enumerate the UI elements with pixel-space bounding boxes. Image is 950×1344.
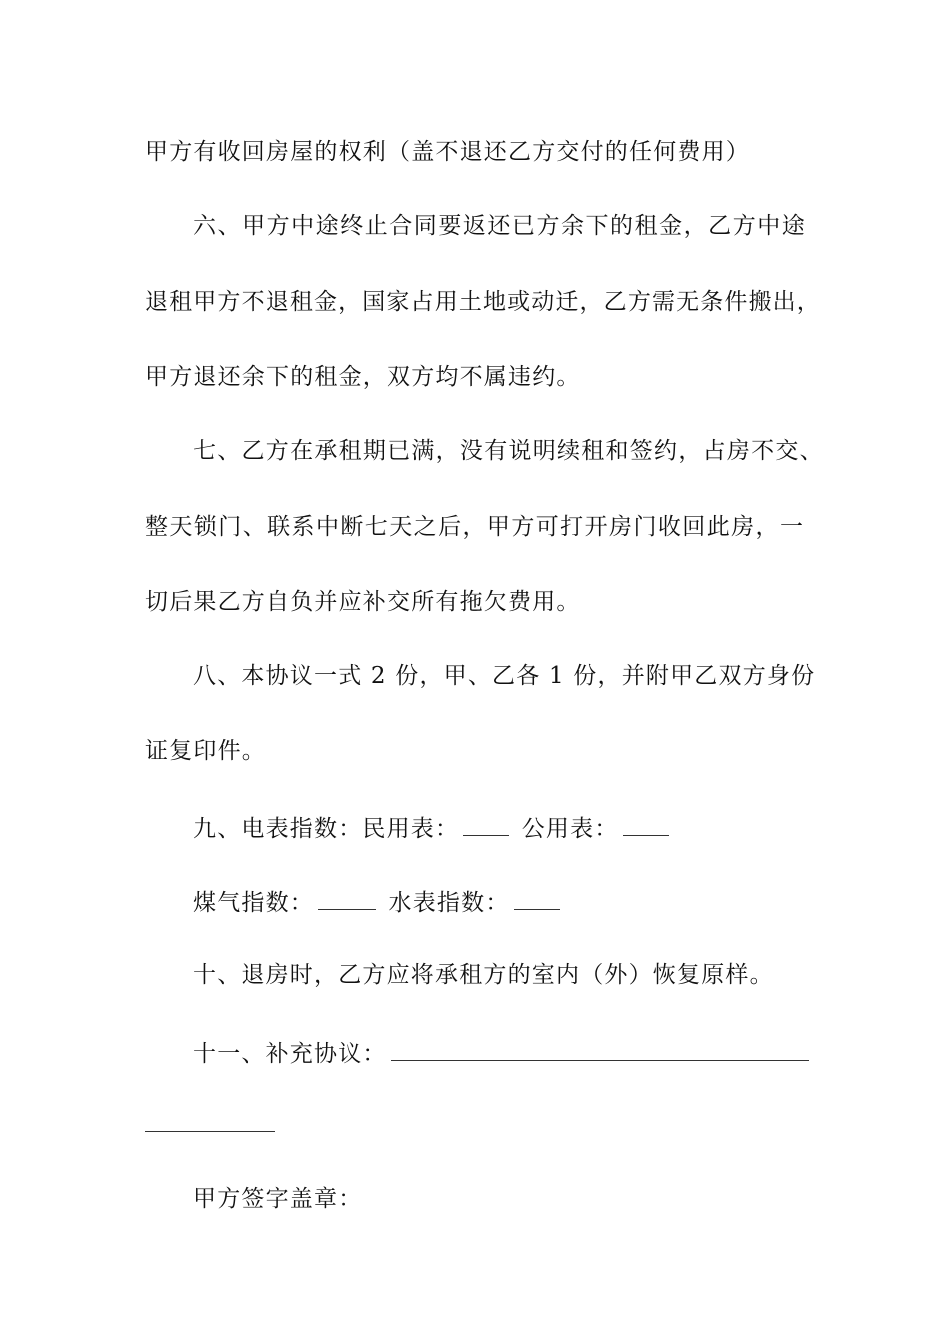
character: ， <box>796 289 820 315</box>
text-line-1: 甲方有收回房屋的权利（盖不退还乙方交付的任何费用） <box>145 139 750 165</box>
public-meter-blank <box>623 811 669 836</box>
character: 没 <box>459 438 483 464</box>
character: 金 <box>659 213 683 239</box>
character: 迁 <box>555 289 579 315</box>
character: 地 <box>482 289 506 315</box>
character: 整 <box>145 514 168 540</box>
clause-nine-electric-meters <box>193 811 673 844</box>
character: ， <box>462 514 486 540</box>
public-meter-label: 公用表： <box>521 816 619 842</box>
character: 约 <box>654 438 678 464</box>
character: 已 <box>387 438 411 464</box>
character: ， <box>755 514 779 540</box>
character: 、 <box>242 514 266 540</box>
character: 此 <box>706 514 730 540</box>
character: 明 <box>532 438 556 464</box>
character: 方 <box>217 289 241 315</box>
clause-six-line-2 <box>145 287 820 317</box>
character: 甲 <box>242 213 266 239</box>
character: 同 <box>413 213 437 239</box>
character: 条 <box>700 289 724 315</box>
character: 金 <box>313 289 337 315</box>
character: 在 <box>290 438 314 464</box>
character: 甲 <box>193 289 217 315</box>
character: 返 <box>462 213 486 239</box>
character: 、 <box>799 438 823 464</box>
character: 中 <box>291 213 315 239</box>
character: 方 <box>266 213 290 239</box>
character: 、 <box>217 438 241 464</box>
clause-seven-line-1 <box>193 436 823 466</box>
character: 承 <box>314 438 338 464</box>
character: 无 <box>676 289 700 315</box>
character: 土 <box>458 289 482 315</box>
character: 的 <box>610 213 634 239</box>
character: ， <box>435 438 459 464</box>
character: 天 <box>389 514 413 540</box>
clause-seven-line-3: 切后果乙方自负并应补交所有拖欠费用。 <box>145 589 581 615</box>
character: 要 <box>438 213 462 239</box>
clause-six-line-1 <box>193 211 805 241</box>
character: 租 <box>338 438 362 464</box>
character: 七 <box>193 438 216 464</box>
character: 不 <box>751 438 775 464</box>
character: 还 <box>487 213 511 239</box>
character: 乙 <box>603 289 627 315</box>
character: 、 <box>217 213 241 239</box>
character: 家 <box>386 289 410 315</box>
clause-eleven <box>193 1036 809 1069</box>
character: 开 <box>584 514 608 540</box>
character: 有 <box>484 438 508 464</box>
character: 途 <box>315 213 339 239</box>
character: 满 <box>411 438 435 464</box>
character: 房 <box>609 514 633 540</box>
character: 占 <box>410 289 434 315</box>
clause-six-line-3: 甲方退还余下的租金，双方均不属违约。 <box>145 364 581 390</box>
character: ， <box>683 213 707 239</box>
gas-meter-label: 煤气指数： <box>193 890 314 916</box>
clause-eight-line-1: 八、本协议一式 2 份，甲、乙各 1 份，并附甲乙双方身份 <box>193 663 816 689</box>
character: 租 <box>581 438 605 464</box>
character: 不 <box>241 289 265 315</box>
character: 动 <box>531 289 555 315</box>
supplementary-agreement-blank <box>391 1036 809 1061</box>
character: 门 <box>633 514 657 540</box>
character: 乙 <box>708 213 732 239</box>
character: 方 <box>511 514 535 540</box>
character: 方 <box>536 213 560 239</box>
character: 方 <box>265 438 289 464</box>
character: 下 <box>585 213 609 239</box>
water-meter-blank <box>514 885 560 910</box>
character: 一 <box>779 514 803 540</box>
character: 房 <box>731 514 755 540</box>
character: 七 <box>364 514 388 540</box>
supplementary-agreement-label: 十一、补充协议： <box>193 1041 387 1067</box>
character: 搬 <box>748 289 772 315</box>
electric-meter-label: 九、电表指数： <box>193 816 363 842</box>
character: 已 <box>511 213 535 239</box>
character: 方 <box>627 289 651 315</box>
character: 期 <box>362 438 386 464</box>
clause-nine-gas-water-meters <box>193 885 564 918</box>
character: 出 <box>772 289 796 315</box>
character: 止 <box>364 213 388 239</box>
character: 乙 <box>241 438 265 464</box>
civil-meter-blank <box>463 811 509 836</box>
character: ， <box>579 289 603 315</box>
character: 天 <box>169 514 193 540</box>
character: ， <box>338 289 362 315</box>
character: 件 <box>724 289 748 315</box>
character: 中 <box>315 514 339 540</box>
character: 签 <box>629 438 653 464</box>
character: 门 <box>218 514 242 540</box>
character: 退 <box>145 289 168 315</box>
character: 说 <box>508 438 532 464</box>
supplementary-agreement-blank-continued <box>145 1131 275 1132</box>
character: 之 <box>413 514 437 540</box>
character: 占 <box>702 438 726 464</box>
gas-meter-blank <box>318 885 376 910</box>
party-a-signature-label: 甲方签字盖章： <box>193 1186 363 1212</box>
character: 国 <box>362 289 386 315</box>
character: 收 <box>657 514 681 540</box>
character: 可 <box>535 514 559 540</box>
character: 联 <box>267 514 291 540</box>
character: 租 <box>169 289 193 315</box>
clause-ten: 十、退房时，乙方应将承租方的室内（外）恢复原样。 <box>193 962 774 988</box>
character: 方 <box>732 213 756 239</box>
water-meter-label: 水表指数： <box>388 890 510 916</box>
character: 房 <box>726 438 750 464</box>
character: 后 <box>438 514 462 540</box>
character: 断 <box>340 514 364 540</box>
character: 打 <box>560 514 584 540</box>
clause-eight-line-2: 证复印件。 <box>145 738 266 764</box>
character: 或 <box>507 289 531 315</box>
character: 用 <box>434 289 458 315</box>
character: 续 <box>556 438 580 464</box>
character: 终 <box>340 213 364 239</box>
character: 六 <box>193 213 216 239</box>
character: 合 <box>389 213 413 239</box>
character: 和 <box>605 438 629 464</box>
character: ， <box>678 438 702 464</box>
character: 需 <box>651 289 675 315</box>
character: 回 <box>682 514 706 540</box>
character: 途 <box>781 213 805 239</box>
character: 余 <box>560 213 584 239</box>
character: 系 <box>291 514 315 540</box>
character: 租 <box>634 213 658 239</box>
character: 交 <box>775 438 799 464</box>
clause-seven-line-2 <box>145 512 803 542</box>
character: 退 <box>265 289 289 315</box>
character: 租 <box>289 289 313 315</box>
character: 甲 <box>486 514 510 540</box>
character: 中 <box>757 213 781 239</box>
civil-meter-label: 民用表： <box>362 816 460 842</box>
character: 锁 <box>193 514 217 540</box>
